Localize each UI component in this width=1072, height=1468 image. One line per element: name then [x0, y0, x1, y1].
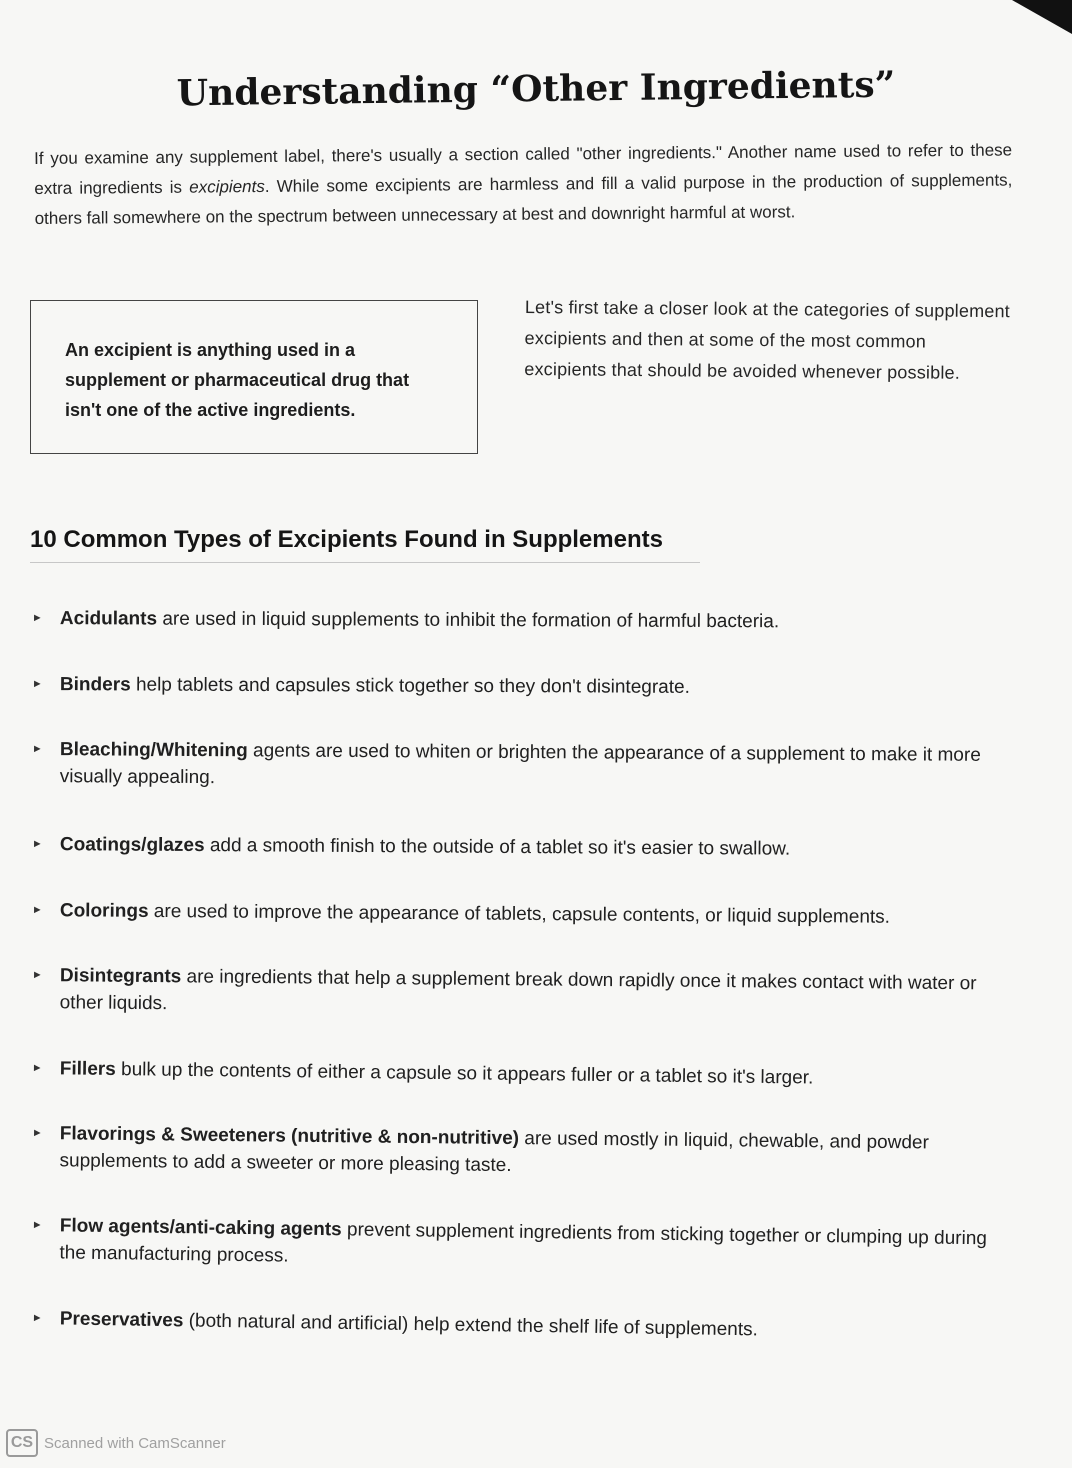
- scan-corner-shadow: [1012, 0, 1072, 34]
- item-term: Bleaching/Whitening: [59, 739, 248, 762]
- list-item: [31, 1212, 1007, 1280]
- item-text: help tablets and capsules stick together so they don't disintegrate.: [130, 674, 690, 698]
- item-term: Flavorings & Sweeteners (nutritive & non-nutritive): [59, 1123, 520, 1150]
- definition-callout-box: [30, 300, 478, 454]
- bullet-icon: ►: [31, 611, 43, 625]
- intro-text-after: . While some excipients are harmless and fill a valid purpose in the production of supplements, others fall somewhere on the spectrum between unnecessary at best and downright harmful at worst.: [34, 170, 1013, 228]
- section-divider: [30, 562, 700, 563]
- page-title: Understanding “Other Ingredients”: [176, 63, 896, 115]
- list-item: [32, 1055, 1007, 1094]
- item-text: are used mostly in liquid, chewable, and powder supplements to add a sweeter or more pleasing taste.: [59, 1128, 929, 1177]
- item-term: Acidulants: [59, 608, 158, 630]
- item-text: are used to improve the appearance of tablets, capsule contents, or liquid supplements.: [148, 900, 891, 928]
- item-term: Fillers: [59, 1058, 116, 1081]
- item-text: (both natural and artificial) help extend the shelf life of supplements.: [183, 1310, 759, 1341]
- bullet-icon: ►: [31, 837, 43, 851]
- intro-paragraph: [34, 135, 1013, 234]
- bullet-icon: ►: [31, 742, 43, 756]
- item-text: add a smooth finish to the outside of a tablet so it's easier to swallow.: [204, 835, 791, 860]
- side-paragraph: Let's first take a closer look at the categories of supplement excipients and then at some of the most common excipients that should be avoided whenever possible.: [524, 296, 1011, 383]
- definition-callout-text: An excipient is anything used in a supplement or pharmaceutical drug that isn't one of the active ingredients.: [65, 340, 410, 420]
- bullet-icon: ►: [31, 968, 43, 982]
- list-item: [32, 736, 1007, 796]
- bullet-icon: ►: [31, 677, 43, 691]
- item-text: are used in liquid supplements to inhibit the formation of harmful bacteria.: [157, 608, 780, 633]
- list-item: [32, 605, 1007, 636]
- item-term: Colorings: [59, 900, 149, 922]
- item-term: Coatings/glazes: [59, 834, 205, 857]
- section-heading: 10 Common Types of Excipients Found in Supplements: [30, 526, 663, 553]
- bullet-icon: ►: [31, 903, 43, 917]
- camscanner-logo-icon: CS: [6, 1429, 38, 1457]
- item-text: prevent supplement ingredients from sticking together or clumping up during the manufacturing process.: [59, 1219, 988, 1267]
- list-item: [32, 962, 1007, 1025]
- bullet-icon: ►: [31, 1311, 43, 1325]
- camscanner-watermark: [6, 1428, 226, 1458]
- item-text: agents are used to whiten or brighten the appearance of a supplement to make it more visually appealing.: [59, 740, 981, 789]
- intro-text-before: If you examine any supplement label, there's usually a section called "other ingredients." Another name used to refer to these extra ingredients is: [34, 140, 1013, 198]
- watermark-text: Scanned with CamScanner: [44, 1434, 226, 1452]
- bullet-icon: ►: [31, 1218, 43, 1232]
- item-text: bulk up the contents of either a capsule so it appears fuller or a tablet so it's larger.: [115, 1059, 814, 1089]
- intro-emphasis: excipients: [189, 176, 265, 197]
- item-text: are ingredients that help a supplement break down rapidly once it makes contact with water or other liquids.: [59, 966, 977, 1015]
- bullet-icon: ►: [31, 1126, 43, 1140]
- item-term: Disintegrants: [59, 965, 182, 988]
- list-item: [32, 671, 1007, 702]
- item-term: Binders: [59, 674, 131, 696]
- list-item: [32, 831, 1007, 864]
- list-item: [31, 1120, 1007, 1184]
- item-term: Flow agents/anti-caking agents: [59, 1215, 342, 1241]
- list-item: [32, 897, 1007, 932]
- list-item: [32, 1305, 1007, 1347]
- item-term: Preservatives: [59, 1308, 184, 1332]
- bullet-icon: ►: [31, 1061, 43, 1075]
